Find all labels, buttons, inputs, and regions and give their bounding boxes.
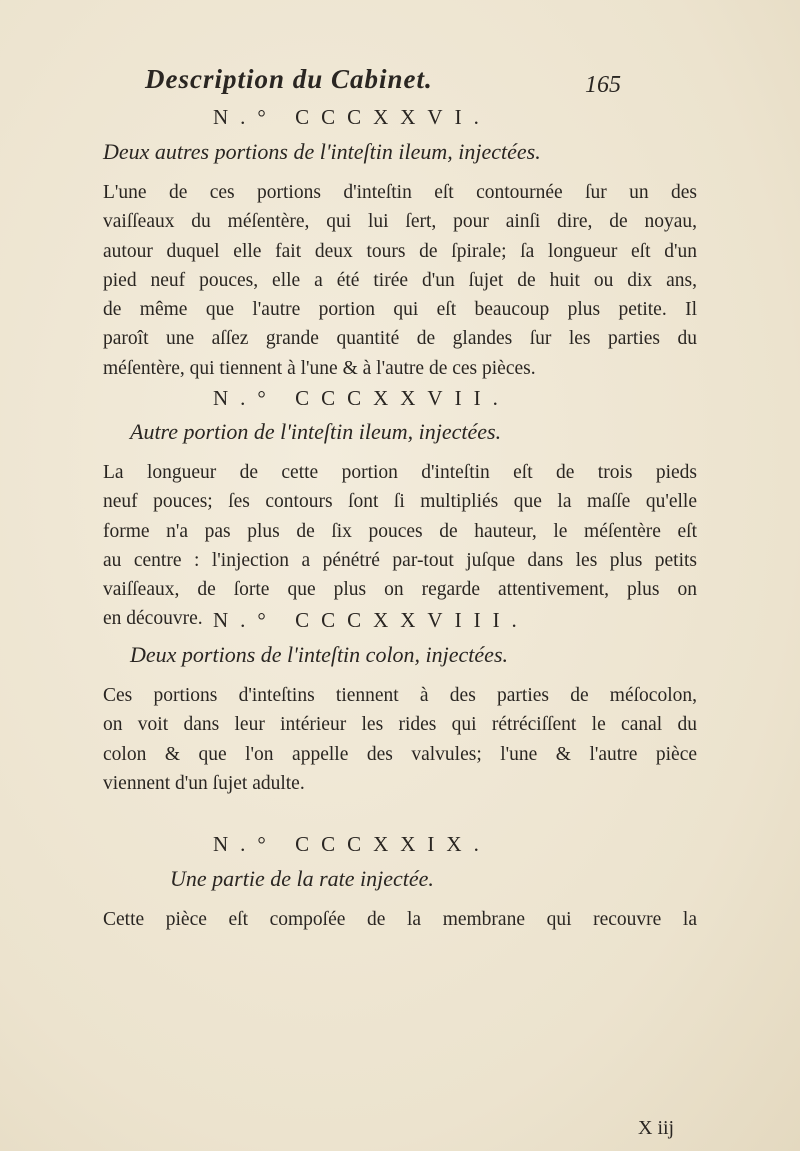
text-line: colon & que l'on appelle des valvules; l'une & l'autre pièce: [103, 743, 697, 765]
text-line: pied neuf pouces, elle a été tirée d'un ſujet de huit ou dix ans,: [103, 269, 697, 291]
text-line: en découvre.: [103, 608, 203, 630]
text-line: viennent d'un ſujet adulte.: [103, 772, 305, 794]
text-line: Ces portions d'inteſtins tiennent à des parties de méſocolon,: [103, 685, 697, 706]
text-line: vaiſſeaux du méſentère, qui lui ſert, pour ainſi dire, de noyau,: [103, 211, 697, 233]
text-line: forme n'a pas plus de ſix pouces de hauteur, le méſentère eſt: [103, 520, 697, 542]
entry-paragraph: [103, 178, 697, 383]
text-line: autour duquel elle fait deux tours de ſpirale; ſa longueur eſt d'un: [103, 240, 697, 262]
entry-number: N.° CCCXXIX.: [213, 832, 491, 856]
entry-title: Deux autres portions de l'inteſtin ileum, injectées.: [103, 139, 541, 164]
text-line: de même que l'autre portion qui eſt beaucoup plus petite. Il: [103, 299, 697, 321]
page-number: 165: [585, 72, 621, 98]
entry-number: N.° CCCXXVII.: [213, 386, 510, 410]
entry-number: N.° CCCXXVI.: [213, 105, 491, 129]
entry-title: Une partie de la rate injectée.: [170, 866, 434, 891]
text-line: Cette pièce eſt compoſée de la membrane qui recouvre la: [103, 909, 697, 930]
entry-paragraph: [103, 905, 697, 934]
text-line: paroît une aſſez grande quantité de glandes ſur les parties du: [103, 328, 697, 350]
entry-title: Autre portion de l'inteſtin ileum, injectées.: [130, 419, 502, 444]
running-header: Description du Cabinet.: [145, 64, 433, 94]
text-line: neuf pouces; ſes contours ſont ſi multipliés que la maſſe qu'elle: [103, 491, 697, 513]
text-line: méſentère, qui tiennent à l'une & à l'autre de ces pièces.: [103, 357, 536, 379]
entry-paragraph: [103, 681, 697, 798]
text-line: La longueur de cette portion d'inteſtin eſt de trois pieds: [103, 462, 697, 483]
entry-title: Deux portions de l'inteſtin colon, injectées.: [130, 642, 509, 667]
text-line: au centre : l'injection a pénétré par-tout juſque dans les plus petits: [103, 549, 697, 571]
text-line: L'une de ces portions d'inteſtin eſt contournée ſur un des: [103, 182, 697, 203]
catchword: X iij: [638, 1117, 675, 1139]
text-line: on voit dans leur intérieur les rides qui rétréciſſent le canal du: [103, 714, 697, 736]
text-line: vaiſſeaux, de ſorte que plus on regarde attentivement, plus on: [103, 579, 697, 601]
entry-number: N.° CCCXXVIII.: [213, 608, 529, 632]
